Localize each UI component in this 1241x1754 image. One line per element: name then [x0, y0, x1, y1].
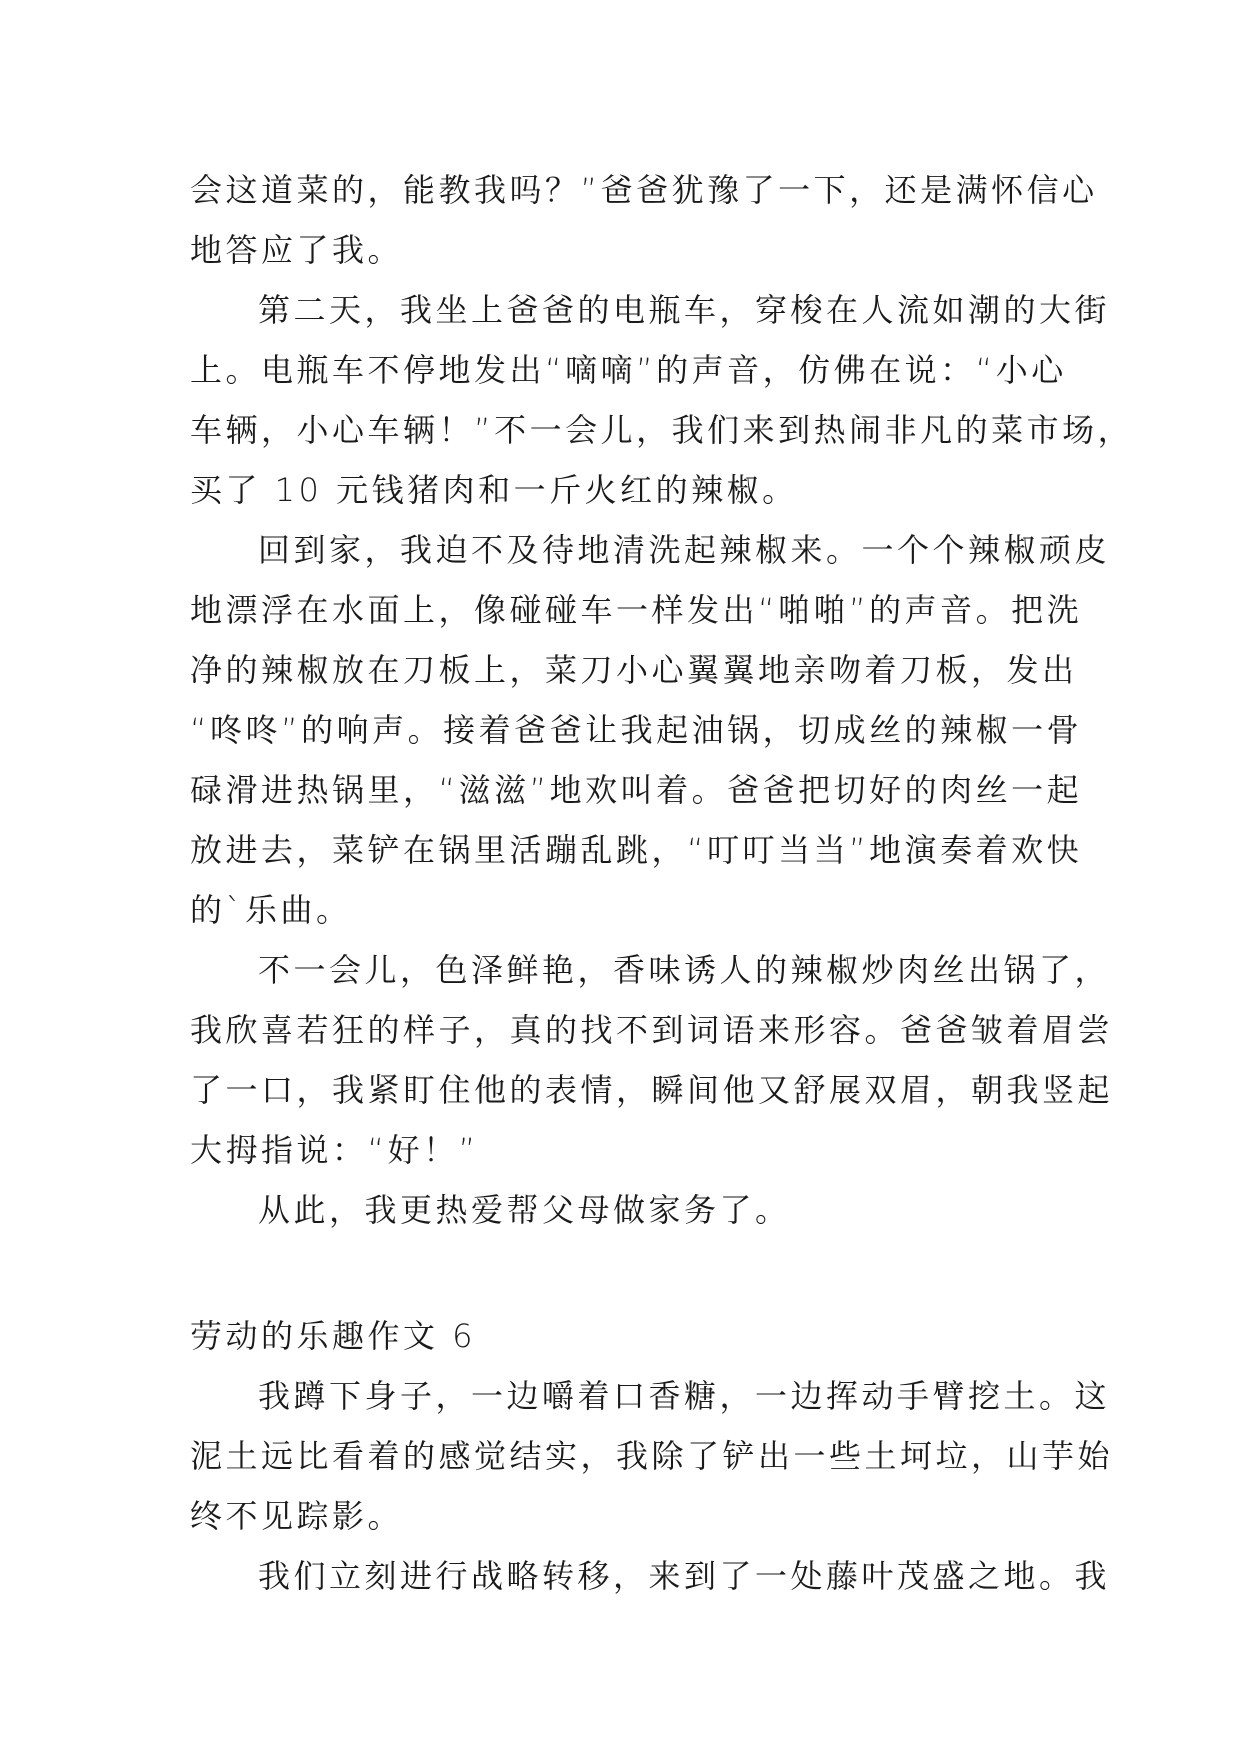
text-line: 碌滑进热锅里，“滋滋”地欢叫着。爸爸把切好的肉丝一起	[190, 771, 1083, 809]
text-line: 泥土远比看着的感觉结实，我除了铲出一些土坷垃，山芋始	[190, 1437, 1114, 1475]
document-body	[190, 160, 1134, 1606]
text-line: 我欣喜若狂的样子，真的找不到词语来形容。爸爸皱着眉尝	[190, 1011, 1114, 1049]
paragraph-start: 第二天，我坐上爸爸的电瓶车，穿梭在人流如潮的大街	[258, 291, 1111, 329]
section-heading: 劳动的乐趣作文 6	[190, 1317, 477, 1355]
text-line: 地答应了我。	[190, 231, 404, 269]
paragraph-start: 我们立刻进行战略转移，来到了一处藤叶茂盛之地。我	[258, 1557, 1111, 1595]
paragraph-start: 不一会儿，色泽鲜艳，香味诱人的辣椒炒肉丝出锅了，	[258, 951, 1111, 989]
paragraph-start: 从此，我更热爱帮父母做家务了。	[258, 1191, 791, 1229]
text-line: 了一口，我紧盯住他的表情，瞬间他又舒展双眉，朝我竖起	[190, 1071, 1114, 1109]
paragraph-start: 我蹲下身子，一边嚼着口香糖，一边挥动手臂挖土。这	[258, 1377, 1111, 1415]
text-line: 的`乐曲。	[190, 891, 352, 929]
text-line: 上。电瓶车不停地发出“嘀嘀”的声音，仿佛在说：“小心	[190, 351, 1067, 389]
text-line: 终不见踪影。	[190, 1497, 404, 1535]
text-line: “咚咚”的响声。接着爸爸让我起油锅，切成丝的辣椒一骨	[190, 711, 1083, 749]
text-line: 净的辣椒放在刀板上，菜刀小心翼翼地亲吻着刀板，发出	[190, 651, 1078, 689]
text-line: 会这道菜的，能教我吗？”爸爸犹豫了一下，还是满怀信心	[190, 171, 1098, 209]
paragraph-start: 回到家，我迫不及待地清洗起辣椒来。一个个辣椒顽皮	[258, 531, 1111, 569]
text-line: 大拇指说：“好！”	[190, 1131, 479, 1169]
text-line: 车辆，小心车辆！”不一会儿，我们来到热闹非凡的菜市场，	[190, 411, 1134, 449]
section-gap	[190, 1240, 1070, 1306]
text-line: 买了 10 元钱猪肉和一斤火红的辣椒。	[190, 471, 798, 509]
text-line: 地漂浮在水面上，像碰碰车一样发出“啪啪”的声音。把洗	[190, 591, 1083, 629]
text-line: 放进去，菜铲在锅里活蹦乱跳，“叮叮当当”地演奏着欢快	[190, 831, 1083, 869]
